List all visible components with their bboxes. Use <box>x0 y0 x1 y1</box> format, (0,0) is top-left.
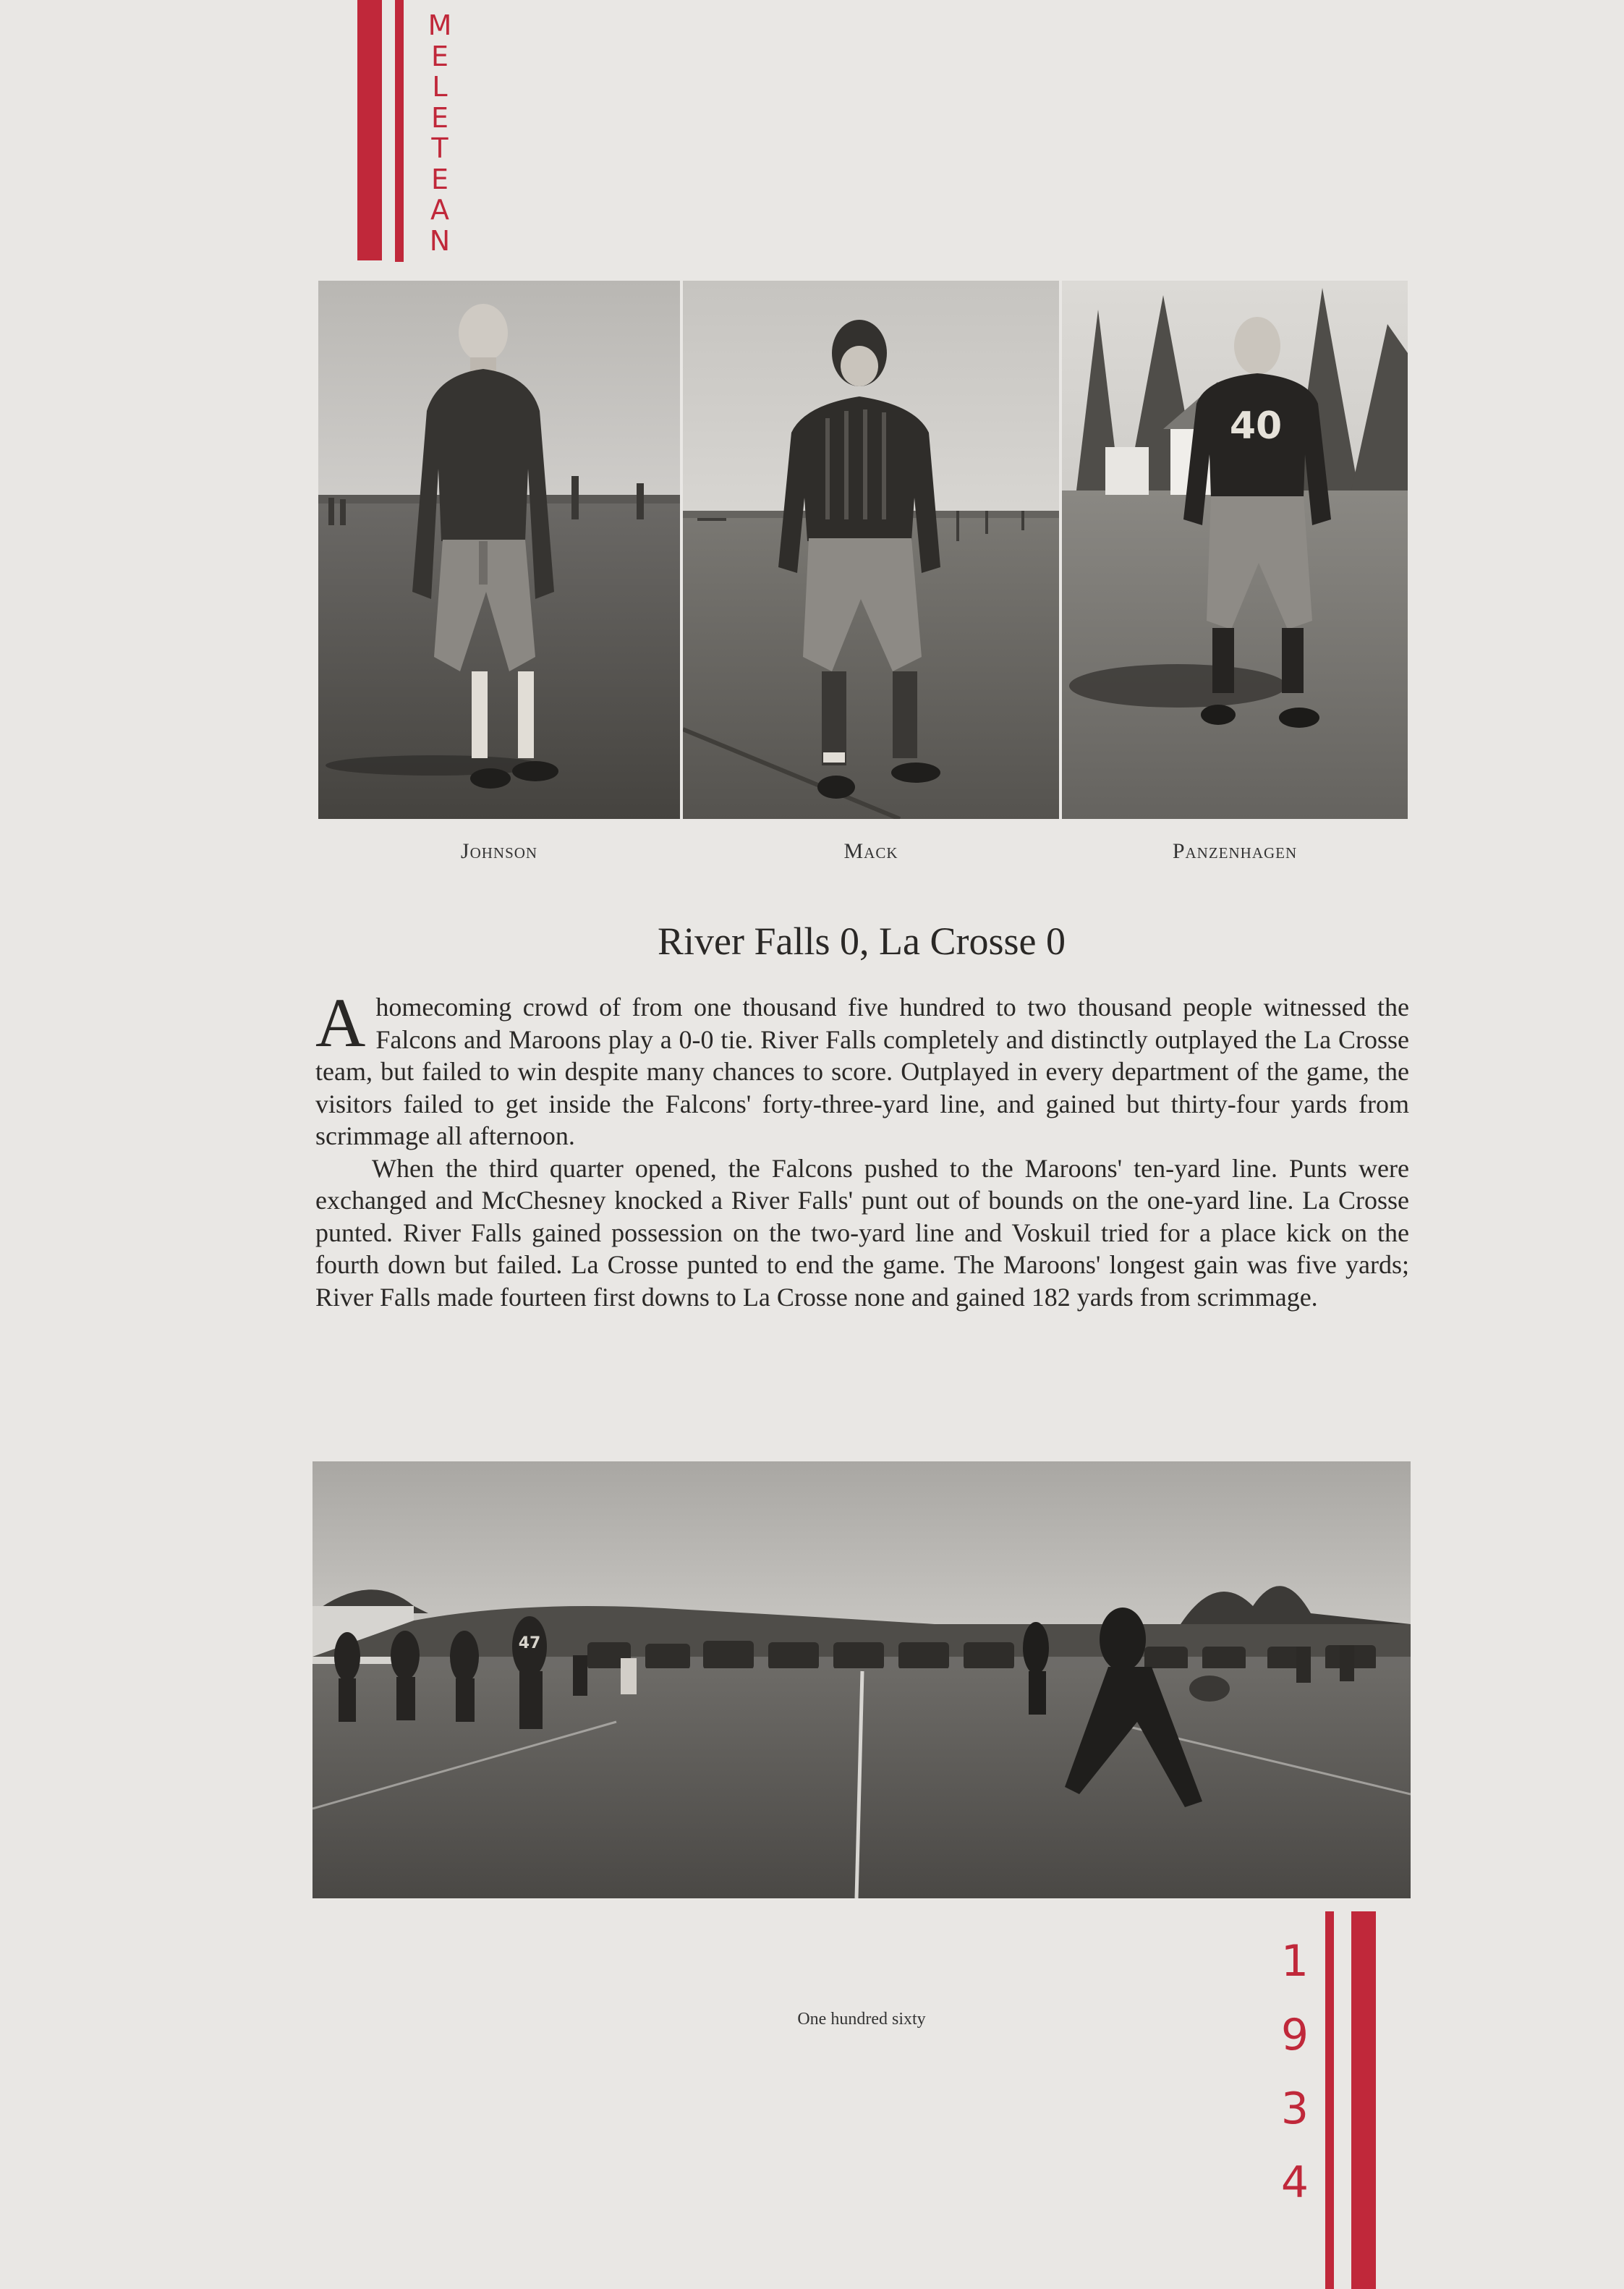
page-number: One hundred sixty <box>797 2010 926 2029</box>
photo-johnson-image <box>318 281 680 819</box>
article-title: River Falls 0, La Crosse 0 <box>658 920 1066 963</box>
vertical-letter: M <box>428 9 452 41</box>
year-digit: 9 <box>1280 2010 1309 2060</box>
vertical-letter: E <box>430 101 448 134</box>
vertical-word-meletean <box>422 10 457 256</box>
caption-mack: Mack <box>843 839 898 863</box>
jersey-number: 40 <box>1229 404 1283 448</box>
photo-panzenhagen <box>1062 281 1408 819</box>
article-paragraph-1 <box>315 984 1409 1152</box>
vertical-year <box>1273 1924 1317 2220</box>
game-jersey-number: 47 <box>518 1634 541 1652</box>
top-left-thin-bar <box>395 0 404 262</box>
bottom-right-thick-bar <box>1351 1911 1376 2289</box>
bottom-right-thin-bar <box>1325 1911 1334 2289</box>
vertical-letter: N <box>429 224 451 257</box>
caption-johnson: Johnson <box>460 839 538 863</box>
photo-mack <box>683 281 1059 819</box>
vertical-letter: E <box>430 163 448 195</box>
drop-cap: A <box>315 984 366 1061</box>
paragraph-1-text: homecoming crowd of from one thousand five hundred to two thousand people witnessed the Falcons and Maroons play a 0-0 tie. River Falls completely and distinctly outplayed the La Crosse team, but failed to win despite many chances to score. Outplayed in every department of the game, the visitors failed to get inside the Falcons' forty-three-yard line, and gained but thirty-four yards from scrimmage all afternoon. <box>315 993 1409 1150</box>
article-body <box>315 984 1409 1313</box>
photo-mack-image <box>683 281 1059 819</box>
photo-game-action <box>313 1461 1411 1898</box>
photo-game-image <box>313 1461 1411 1898</box>
top-left-thick-bar <box>357 0 382 260</box>
vertical-letter: L <box>432 71 448 103</box>
vertical-letter: E <box>430 40 448 72</box>
caption-panzenhagen: Panzenhagen <box>1172 839 1298 863</box>
year-digit: 4 <box>1280 2157 1309 2208</box>
article-paragraph-2: When the third quarter opened, the Falcons pushed to the Maroons' ten-yard line. Punts were exchanged and McChesney knocked a River Falls' punt out of bounds on the one-yard line. La Crosse punted. River Falls gained possession on the two-yard line and Voskuil tried for a place kick on the fourth down but failed. La Crosse punted to end the game. The Maroons' longest gain was five yards; River Falls made fourteen first downs to La Crosse none and gained 182 yards from scrimmage. <box>315 1153 1409 1312</box>
year-digit: 1 <box>1280 1936 1309 1987</box>
vertical-letter: A <box>430 194 449 226</box>
year-digit: 3 <box>1280 2084 1309 2134</box>
photo-panzenhagen-image <box>1062 281 1408 819</box>
vertical-letter: T <box>431 132 448 164</box>
photo-johnson <box>318 281 680 819</box>
